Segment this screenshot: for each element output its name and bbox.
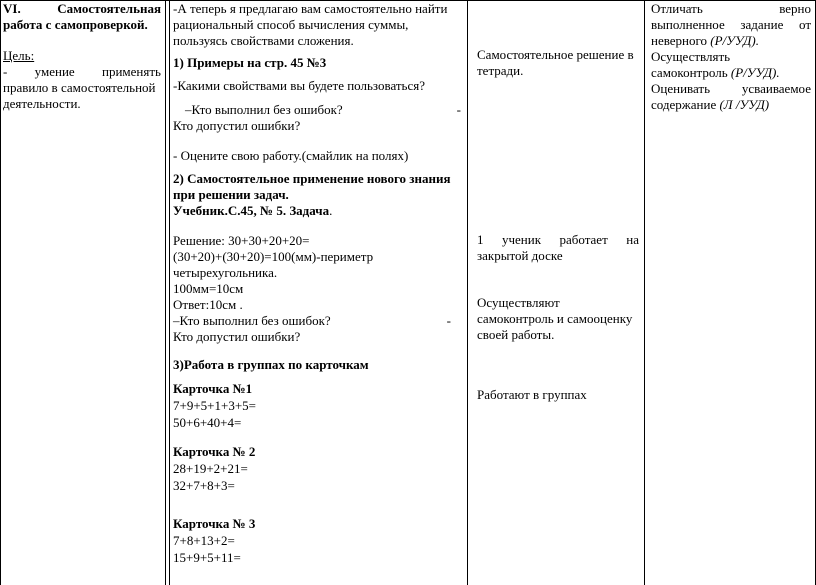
check-line3: своей работы. — [477, 327, 555, 342]
solution-line3: четырехугольника. — [173, 265, 278, 280]
goal-line2: правило в самостоятельной — [3, 80, 156, 95]
exercise1-who-correct: –Кто выполнил без ошибок? - — [185, 102, 461, 117]
card2-line1: 28+19+2+21= — [173, 461, 248, 476]
uud-line5: самоконтроль (Р/УУД). — [651, 65, 780, 80]
solution-line1: Решение: 30+30+20+20= — [173, 233, 310, 248]
exercise1-question: -Какими свойствами вы будете пользоваться? — [173, 78, 426, 93]
table-divider-3 — [467, 0, 468, 585]
goal-line3: деятельности. — [3, 96, 81, 111]
solution-line5: Ответ:10см . — [173, 297, 243, 312]
solution-line2: (30+20)+(30+20)=100(мм)-периметр — [173, 249, 374, 264]
card3-line2: 15+9+5+11= — [173, 550, 241, 565]
goal-line1: - умение применять — [3, 64, 161, 79]
card1-line2: 50+6+40+4= — [173, 415, 242, 430]
stage-title-line2: работа с самопроверкой. — [3, 17, 148, 32]
card1-title: Карточка №1 — [173, 381, 253, 396]
card2-line2: 32+7+8+3= — [173, 478, 235, 493]
stage-title-line1: VI. Самостоятельная — [3, 1, 161, 16]
self-work-line1: Самостоятельное решение в — [477, 47, 634, 62]
table-divider-1 — [165, 0, 166, 585]
card3-line1: 7+8+13+2= — [173, 533, 235, 548]
card2-title: Карточка № 2 — [173, 444, 256, 459]
exercise2-title-line1: 2) Самостоятельное применение нового знания — [173, 171, 451, 186]
exercise2-title-line2: при решении задач. — [173, 187, 289, 202]
exercise1-title: 1) Примеры на стр. 45 №3 — [173, 55, 327, 70]
intro-line3: пользуясь свойствами сложения. — [173, 33, 354, 48]
card3-title: Карточка № 3 — [173, 516, 256, 531]
groups-work: Работают в группах — [477, 387, 587, 402]
self-work-line2: тетради. — [477, 63, 524, 78]
exercise3-title: 3)Работа в группах по карточкам — [173, 357, 369, 372]
check-line2: самоконтроль и самооценку — [477, 311, 633, 326]
intro-line2: рациональный способ вычисления суммы, — [173, 17, 409, 32]
exercise2-title-line3: Учебник.С.45, № 5. Задача. — [173, 203, 333, 218]
uud-line2: выполненное задание от — [651, 17, 811, 32]
uud-line6: Оценивать усваиваемое — [651, 81, 811, 96]
solution-who-correct: –Кто выполнил без ошибок? - — [173, 313, 451, 328]
goal-label: Цель: — [3, 48, 35, 63]
table-divider-2 — [169, 0, 170, 585]
uud-line4: Осуществлять — [651, 49, 731, 64]
exercise1-evaluate: - Оцените свою работу.(смайлик на полях) — [173, 148, 409, 163]
board-line2: закрытой доске — [477, 248, 563, 263]
board-line1: 1 ученик работает на — [477, 232, 639, 247]
exercise1-who-errors: Кто допустил ошибки? — [173, 118, 301, 133]
uud-line1: Отличать верно — [651, 1, 811, 16]
table-border-left — [0, 0, 1, 585]
uud-line3: неверного (Р/УУД). — [651, 33, 759, 48]
uud-line7: содержание (Л /УУД) — [651, 97, 770, 112]
solution-line4: 100мм=10см — [173, 281, 244, 296]
intro-line1: -А теперь я предлагаю вам самостоятельно найти — [173, 1, 448, 16]
table-divider-4 — [644, 0, 645, 585]
solution-who-errors: Кто допустил ошибки? — [173, 329, 301, 344]
card1-line1: 7+9+5+1+3+5= — [173, 398, 256, 413]
check-line1: Осуществляют — [477, 295, 560, 310]
